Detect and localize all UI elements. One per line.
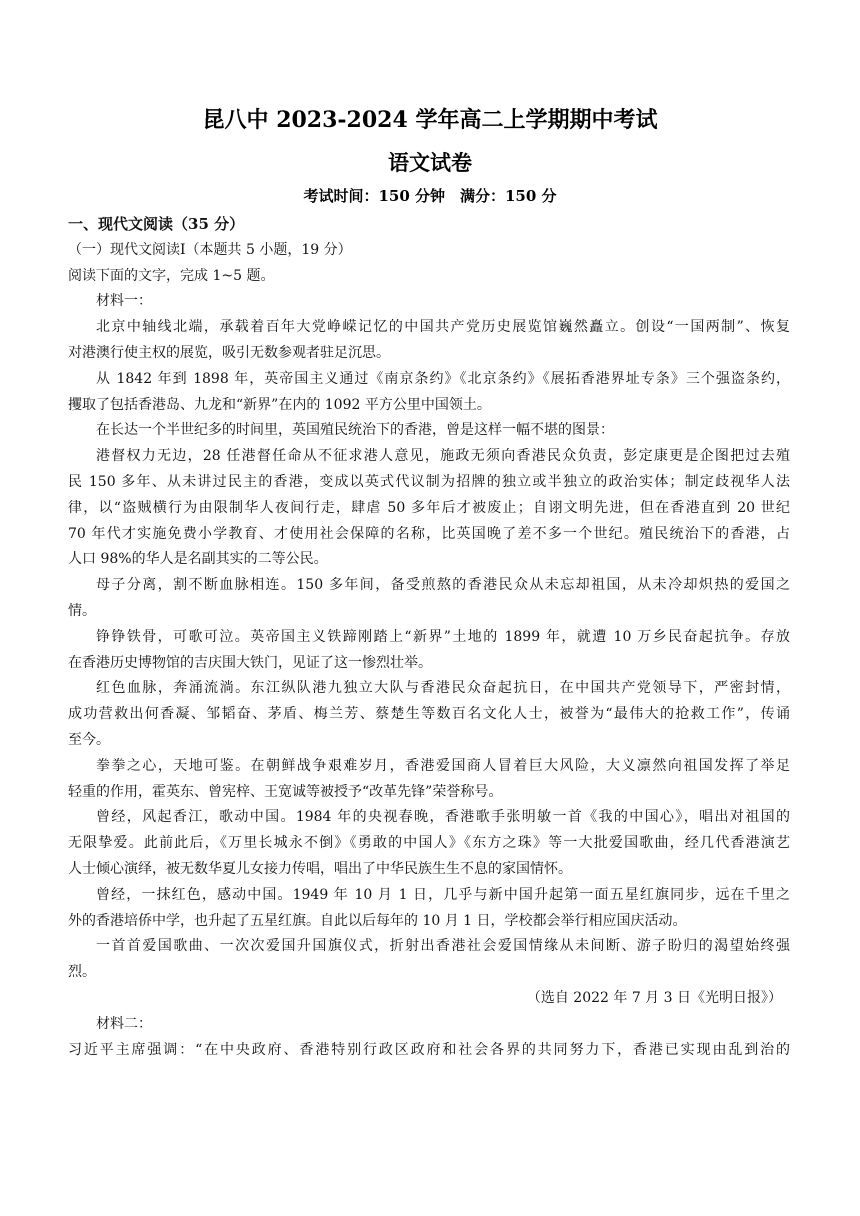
sub-section-heading: （一）现代文阅读Ⅰ（本题共 5 小题，19 分） [68, 241, 352, 258]
paragraph-line: 律，以“盗贼横行为由限制华人夜间行走，肆虐 50 多年后才被废止；自诩文明先进，但在香港直到 20 世纪 [68, 499, 790, 516]
paragraph-line: 情。 [68, 602, 96, 619]
paragraph-line: 北京中轴线北端，承载着百年大党峥嵘记忆的中国共产党历史展览馆巍然矗立。创设“一国两制”、恢复 [96, 319, 790, 336]
paragraph-line: 人口 98%的华人是名副其实的二等公民。 [68, 551, 328, 568]
paragraph-line: 在香港历史博物馆的吉庆围大铁门，见证了这一惨烈壮举。 [68, 654, 432, 671]
exam-subtitle: 语文试卷 [388, 150, 472, 175]
exam-title: 昆八中 2023-2024 学年高二上学期期中考试 [202, 107, 658, 133]
section-heading: 一、现代文阅读（35 分） [68, 215, 245, 233]
paragraph-line: 习近平主席强调：“在中央政府、香港特别行政区政府和社会各界的共同努力下，香港已实现由乱到治的 [68, 1041, 790, 1058]
exam-info: 考试时间：150 分钟 满分：150 分 [303, 187, 557, 205]
paragraph-line: 在长达一个半世纪多的时间里，英国殖民统治下的香港，曾是这样一幅不堪的图景： [96, 422, 614, 439]
source-citation: （选自 2022 年 7 月 3 日《光明日报》） [526, 989, 782, 1006]
reading-section [68, 212, 790, 1063]
paragraph-line: 人士倾心演绎，被无数华夏儿女接力传唱，唱出了中华民族生生不息的家国情怀。 [68, 860, 572, 877]
paragraph-line: 从 1842 年到 1898 年，英帝国主义通过《南京条约》《北京条约》《展拓香港界址专条》三个强盗条约， [96, 370, 790, 387]
paragraph-line: 攫取了包括香港岛、九龙和“新界”在内的 1092 平方公里中国领土。 [68, 396, 491, 413]
material-two-label: 材料二： [96, 1015, 152, 1032]
paragraph-line: 至今。 [68, 731, 110, 748]
paragraph-line: 拳拳之心，天地可鉴。在朝鲜战争艰难岁月，香港爱国商人冒着巨大风险，大义凛然向祖国发挥了举足 [96, 757, 790, 774]
paragraph-line: 民 150 多年、从未讲过民主的香港，变成以英式代议制为招牌的独立或半独立的政治实体；制定歧视华人法 [68, 473, 790, 490]
paragraph-line: 一首首爱国歌曲、一次次爱国升国旗仪式，折射出香港社会爱国情缘从未间断、游子盼归的渴望始终强 [96, 938, 790, 955]
paragraph-line: 成功营救出何香凝、邹韬奋、茅盾、梅兰芳、蔡楚生等数百名文化人士，被誉为“最伟大的抢救工作”，传诵 [68, 706, 790, 723]
paragraph-line: 红色血脉，奔涌流淌。东江纵队港九独立大队与香港民众奋起抗日，在中国共产党领导下，严密封情， [96, 680, 790, 697]
paragraph-line: 烈。 [68, 964, 96, 981]
material-one-label: 材料一： [96, 293, 152, 310]
paragraph-line: 曾经，一抹红色，感动中国。1949 年 10 月 1 日，几乎与新中国升起第一面五星红旗同步，远在千里之 [96, 886, 790, 903]
paragraph-line: 铮铮铁骨，可歌可泣。英帝国主义铁蹄刚踏上“新界”土地的 1899 年，就遭 10 万乡民奋起抗争。存放 [96, 628, 790, 645]
paragraph-line: 曾经，风起香江，歌动中国。1984 年的央视春晚，香港歌手张明敏一首《我的中国心》，唱出对祖国的 [96, 809, 790, 826]
paragraph-line: 70 年代才实施免费小学教育、才使用社会保障的名称，比英国晚了差不多一个世纪。殖民统治下的香港，占 [68, 525, 790, 542]
paragraph-line: 无限挚爱。此前此后，《万里长城永不倒》《勇敢的中国人》《东方之珠》等一大批爱国歌曲，经几代香港演艺 [68, 835, 790, 852]
instruction-text: 阅读下面的文字，完成 1~5 题。 [68, 267, 275, 284]
paragraph-line: 轻重的作用，霍英东、曾宪梓、王宽诚等被授予“改革先锋”荣誉称号。 [68, 783, 503, 800]
paragraph-line: 对港澳行使主权的展览，吸引无数参观者驻足沉思。 [68, 344, 390, 361]
paragraph-line: 外的香港培侨中学，也升起了五星红旗。自此以后每年的 10 月 1 日，学校都会举行相应国庆活动。 [68, 912, 687, 929]
paragraph-line: 母子分离，割不断血脉相连。150 多年间，备受煎熬的香港民众从未忘却祖国，从未冷却炽热的爱国之 [96, 577, 790, 594]
paragraph-line: 港督权力无边，28 任港督任命从不征求港人意见，施政无须向香港民众负责，彭定康更是企图把过去殖 [96, 448, 790, 465]
